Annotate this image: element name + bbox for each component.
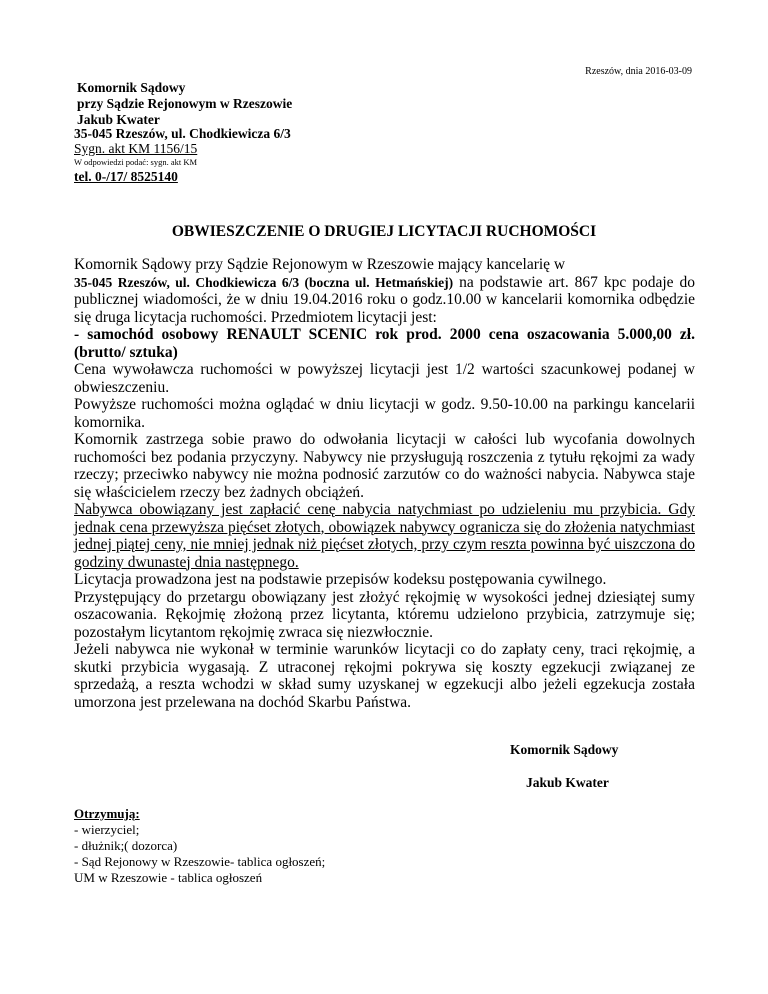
office-address: 35-045 Rzeszów, ul. Chodkiewicza 6/3 (boczna ul. Hetmańskiej) — [74, 274, 454, 290]
notice-body — [74, 256, 695, 711]
forfeit-paragraph: Jeżeli nabywca nie wykonał w terminie warunków licytacji co do zapłaty ceny, traci rękojmię, a skutki przybicia wygasają. Z utraconej rękojmi pokrywa się koszty egzekucji związanej ze sprzedażą, a reszta wchodzi w skład sumy uzyskanej w egzekucji albo jeżeli egzekucja została umorzona jest przelewana na dochód Skarbu Państwa. — [74, 641, 695, 711]
document-title: OBWIESZCZENIE O DRUGIEJ LICYTACJI RUCHOMOŚCI — [171, 223, 597, 240]
recipients-heading: Otrzymują: — [74, 806, 140, 821]
intro-text: Komornik Sądowy przy Sądzie Rejonowym w Rzeszowie mający kancelarię w — [74, 256, 566, 273]
starting-price-paragraph: Cena wywoławcza ruchomości w powyższej licytacji jest 1/2 wartości szacunkowej podanej w obwieszczeniu. — [74, 361, 695, 396]
recipient-item: - dłużnik;( dozorca) — [74, 838, 178, 853]
phone-number: tel. 0-/17/ 8525140 — [74, 169, 178, 184]
recipients-list — [74, 806, 325, 886]
document-date: Rzeszów, dnia 2016-03-09 — [585, 66, 692, 77]
payment-paragraph: Nabywca obowiązany jest zapłacić cenę nabycia natychmiast po udzieleniu mu przybicia. Gdy jednak cena przewyższa pięćset złotych, obowiązek nabywcy ogranicza się do złożenia natychmiast jednej piątej ceny, nie mniej jednak niż pięćset złotych, przy czym reszta powinna być uiszczona do godziny dwunastej dnia następnego. — [74, 501, 695, 571]
reply-note: W odpowiedzi podać: sygn. akt KM — [74, 157, 198, 167]
case-reference: Sygn. akt KM 1156/15 — [74, 141, 198, 156]
header-address: 35-045 Rzeszów, ul. Chodkiewicza 6/3 — [74, 126, 291, 141]
header-line-bailiff: Komornik Sądowy — [77, 80, 186, 95]
recipient-item: - Sąd Rejonowy w Rzeszowie- tablica ogłoszeń; — [74, 854, 326, 869]
header-line-name: Jakub Kwater — [77, 112, 160, 127]
recipient-item: - wierzyciel; — [74, 822, 140, 837]
recipient-item: UM w Rzeszowie - tablica ogłoszeń — [74, 870, 263, 885]
signature-name: Jakub Kwater — [526, 775, 609, 790]
intro-rest: na podstawie art. 867 kpc podaje do publicznej wiadomości, że w dniu 19.04.2016 roku o godz.10.00 w kancelarii komornika odbędzie się druga licytacja ruchomości. Przedmiotem licytacji jest: — [74, 273, 695, 326]
deposit-paragraph: Przystępujący do przetargu obowiązany jest złożyć rękojmię w wysokości jednej dziesiątej sumy oszacowania. Rękojmię złożoną przez licytanta, któremu udzielono przybicia, zatrzymuje się; pozostałym licytantom rękojmię zwraca się niezwłocznie. — [74, 588, 695, 641]
law-paragraph: Licytacja prowadzona jest na podstawie przepisów kodeksu postępowania cywilnego. — [74, 571, 607, 588]
intro-paragraph — [74, 256, 695, 326]
reservation-paragraph: Komornik zastrzega sobie prawo do odwołania licytacji w całości lub wycofania dowolnych ruchomości bez podania przyczyny. Nabywcy nie przysługują roszczenia z tytułu rękojmi za wady rzeczy; przeciwko nabywcy nie można podnosić zarzutów co do ważności nabycia. Nabywca staje się właścicielem rzeczy bez żadnych obciążeń. — [74, 431, 695, 501]
header-line-court: przy Sądzie Rejonowym w Rzeszowie — [77, 96, 293, 111]
viewing-paragraph: Powyższe ruchomości można oglądać w dniu licytacji w godz. 9.50-10.00 na parkingu kancelarii komornika. — [74, 396, 695, 431]
signature-title: Komornik Sądowy — [510, 742, 619, 757]
auction-item: - samochód osobowy RENAULT SCENIC rok prod. 2000 cena oszacowania 5.000,00 zł. (brutto/ sztuka) — [74, 326, 695, 361]
